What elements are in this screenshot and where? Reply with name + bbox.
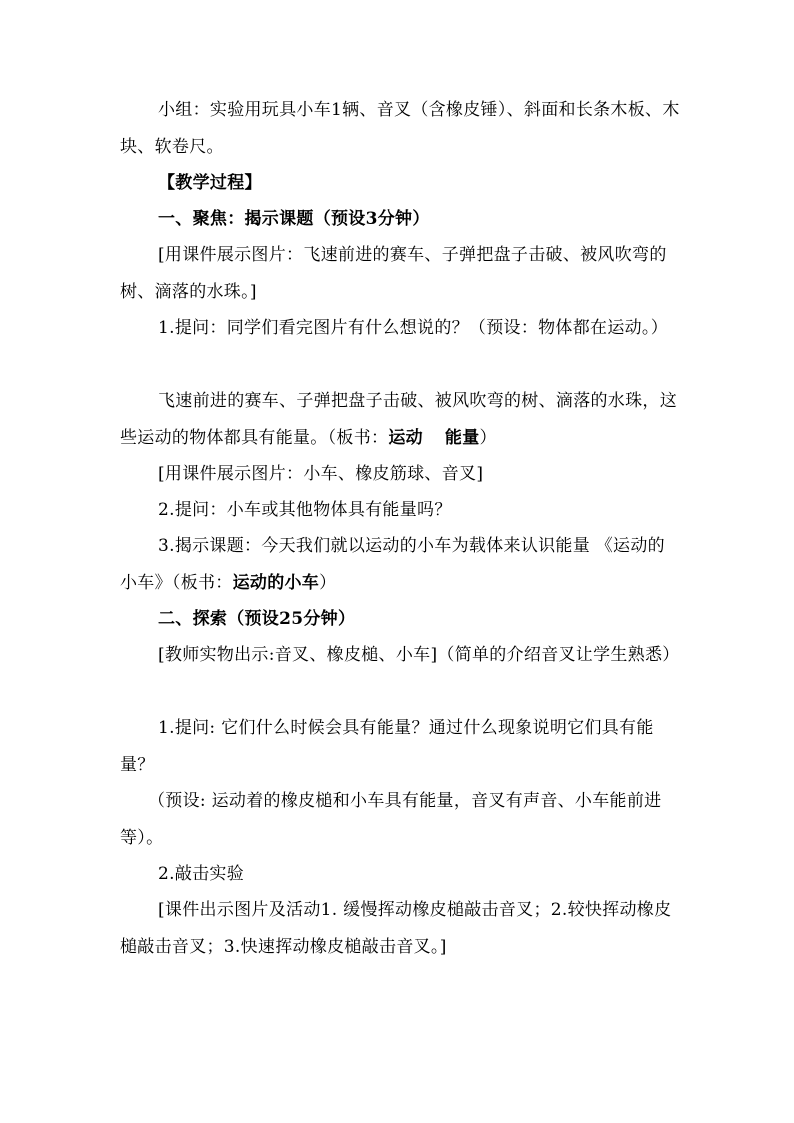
section-heading-teaching-process: 【教学过程】 <box>158 173 262 193</box>
section-heading-explore: 二、探索（预设25分钟） <box>158 609 356 629</box>
materials-paragraph: 小组：实验用玩具小车1辆、音叉（含橡皮锤）、斜面和长条木板、木块、软卷尺。 <box>120 100 680 157</box>
activity-instruction-paragraph: [课件出示图片及活动1. 缓慢挥动橡皮槌敲击音叉；2.较快挥动橡皮槌敲击音叉；3.快速挥动橡皮槌敲击音叉。] <box>120 900 672 957</box>
question-2-paragraph: 2.提问：小车或其他物体具有能量吗？ <box>158 500 452 520</box>
strike-experiment-heading: 2.敲击实验 <box>158 864 245 884</box>
reveal-topic-text: 3.揭示课题：今天我们就以运动的小车为载体来认识能量 《运动的小车》（板书： <box>120 536 665 593</box>
question-3-paragraph: 1.提问: 它们什么时候会具有能量？通过什么现象说明它们具有能量？ <box>120 718 654 775</box>
closing-paren: ） <box>479 427 497 448</box>
preset-answer-paragraph: （预设: 运动着的橡皮槌和小车具有能量，音叉有声音、小车能前进等）。 <box>120 791 662 848</box>
slide-instruction-1: [用课件展示图片：飞速前进的赛车、子弹把盘子击破、被风吹弯的树、滴落的水珠。] <box>120 245 667 302</box>
section-heading-focus: 一、聚焦：揭示课题（预设3分钟） <box>158 209 430 229</box>
closing-paren: ） <box>319 572 337 593</box>
energy-explanation-text: 飞速前进的赛车、子弹把盘子击破、被风吹弯的树、滴落的水珠，这些运动的物体都具有能量。（板书： <box>120 391 677 448</box>
question-1-paragraph: 1.提问：同学们看完图片有什么想说的？（预设：物体都在运动。） <box>158 318 669 338</box>
board-text-energy: 能量 <box>444 427 480 448</box>
teacher-demo-paragraph: [教师实物出示:音叉、橡皮槌、小车]（简单的介绍音叉让学生熟悉） <box>158 645 680 665</box>
reveal-topic-paragraph <box>120 528 680 601</box>
slide-instruction-2: [用课件展示图片：小车、橡皮筋球、音叉] <box>158 464 484 484</box>
board-text-motion: 运动 <box>388 427 423 448</box>
energy-explanation-paragraph <box>120 383 680 456</box>
board-text-moving-car: 运动的小车 <box>232 572 320 593</box>
